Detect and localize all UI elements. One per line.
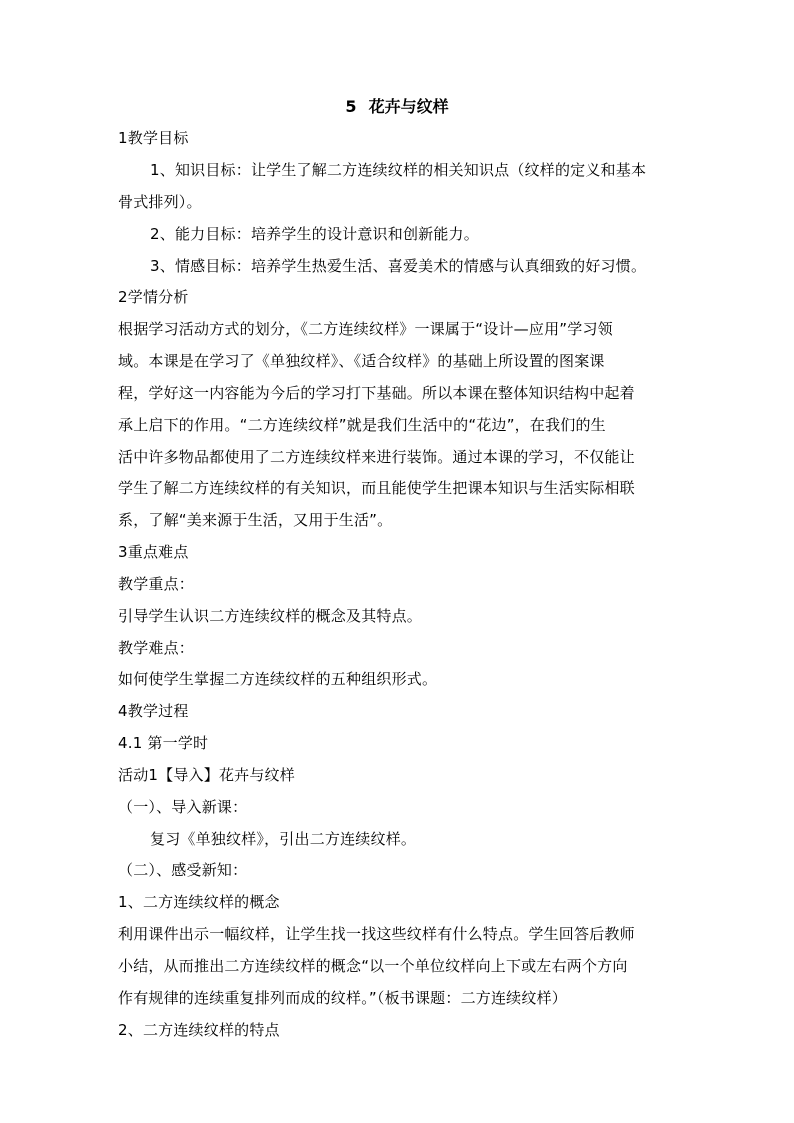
section-heading: 1教学目标 <box>118 129 189 147</box>
paragraph-line: 骨式排列）。 <box>118 193 202 211</box>
page-title <box>0 96 794 118</box>
paragraph-line: 3、情感目标：培养学生热爱生活、喜爱美术的情感与认真细致的好习惯。 <box>150 257 647 275</box>
paragraph-line: 程，学好这一内容能为今后的学习打下基础。所以本课在整体知识结构中起着 <box>118 384 635 402</box>
paragraph-line: 小结，从而推出二方连续纹样的概念“以一个单位纹样向上下或左右两个方向 <box>118 957 628 975</box>
paragraph-line: 学生了解二方连续纹样的有关知识，而且能使学生把课本知识与生活实际相联 <box>118 479 635 497</box>
paragraph-line: 1、二方连续纹样的概念 <box>118 893 280 911</box>
paragraph-line: 活中许多物品都使用了二方连续纹样来进行装饰。通过本课的学习，不仅能让 <box>118 448 635 466</box>
paragraph-line: 承上启下的作用。“二方连续纹样”就是我们生活中的“花边”，在我们的生 <box>118 416 606 434</box>
paragraph-line: 活动1【导入】花卉与纹样 <box>118 766 295 784</box>
section-heading: 3重点难点 <box>118 543 189 561</box>
section-heading: 2学情分析 <box>118 288 189 306</box>
paragraph-line: 利用课件出示一幅纹样，让学生找一找这些纹样有什么特点。学生回答后教师 <box>118 925 635 943</box>
paragraph-line: 域。本课是在学习了《单独纹样》、《适合纹样》的基础上所设置的图案课 <box>118 352 605 370</box>
paragraph-line: 根据学习活动方式的划分，《二方连续纹样》一课属于“设计—应用”学习领 <box>118 320 613 338</box>
paragraph-line: 系，了解“美来源于生活，又用于生活”。 <box>118 511 393 529</box>
paragraph-line: 作有规律的连续重复排列而成的纹样。”（板书课题：二方连续纹样） <box>118 989 567 1007</box>
paragraph-line: 引导学生认识二方连续纹样的概念及其特点。 <box>118 607 423 625</box>
title-number: 5 <box>345 97 357 116</box>
paragraph-line: 教学重点： <box>118 575 195 593</box>
subsection-heading: 4.1 第一学时 <box>118 734 209 752</box>
section-heading: 4教学过程 <box>118 702 189 720</box>
paragraph-line: 1、知识目标：让学生了解二方连续纹样的相关知识点（纹样的定义和基本 <box>150 161 647 179</box>
paragraph-line: 如何使学生掌握二方连续纹样的五种组织形式。 <box>118 670 438 688</box>
paragraph-line: （二）、感受新知： <box>118 861 248 879</box>
paragraph-line: 复习《单独纹样》，引出二方连续纹样。 <box>150 830 417 848</box>
paragraph-line: 教学难点： <box>118 639 195 657</box>
paragraph-line: 2、二方连续纹样的特点 <box>118 1021 280 1039</box>
paragraph-line: （一）、导入新课： <box>118 798 248 816</box>
title-text: 花卉与纹样 <box>368 97 449 116</box>
paragraph-line: 2、能力目标：培养学生的设计意识和创新能力。 <box>150 225 479 243</box>
